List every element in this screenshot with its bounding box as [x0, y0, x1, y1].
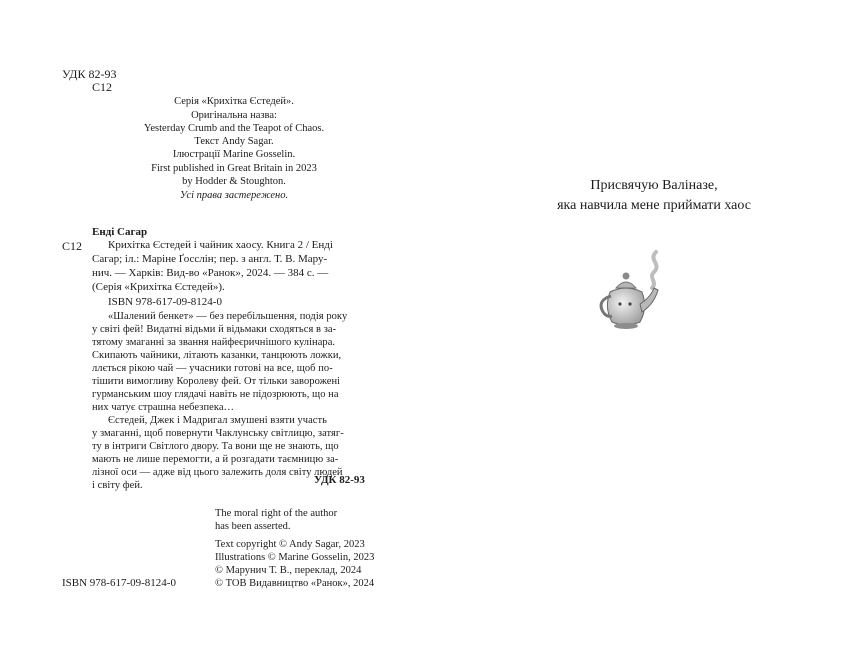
udk-bottom: УДК 82-93 — [314, 474, 365, 486]
first-published-1: First published in Great Britain in 2023 — [151, 163, 317, 174]
annotation-line: «Шалений бенкет» — без перебільшення, подія року — [108, 311, 348, 322]
annotation-line: гурманським шоу глядачі навіть не підозрюють, що на — [92, 389, 339, 400]
copyright-line: © ТОВ Видавництво «Ранок», 2024 — [215, 578, 375, 589]
original-title: Yesterday Crumb and the Teapot of Chaos. — [143, 123, 325, 134]
annotation-line: Скипають чайники, літають казанки, танцюють ложки, — [92, 350, 342, 361]
annotation-line: тішити вимогливу Королеву фей. От тільки заворожені — [92, 376, 341, 387]
teapot-icon — [596, 248, 668, 336]
author-heading: Енді Сагар — [92, 226, 148, 238]
annotation-line: ту в інтриги Світлого двору. Та вони ще не знають, що — [92, 441, 339, 452]
isbn-line: ISBN 978-617-09-8124-0 — [108, 296, 222, 308]
annotation-line: у світі фей! Видатні відьми й відьмаки сходяться в за- — [92, 324, 337, 335]
series-line: Серія «Крихітка Єстедей». — [174, 96, 294, 107]
dedication-line-2: яка навчила мене приймати хаос — [557, 198, 751, 213]
first-published-2: by Hodder & Stoughton. — [182, 176, 286, 187]
copyright-line: Illustrations © Marine Gosselin, 2023 — [215, 552, 375, 563]
isbn-bottom: ISBN 978-617-09-8124-0 — [62, 577, 176, 589]
moral-right-2: has been asserted. — [215, 521, 291, 532]
copyright-line: © Марунич Т. В., переклад, 2024 — [215, 565, 362, 576]
annotation-line: тятому змаганні за звання найфеєричнішого кулінара. — [92, 337, 336, 348]
udk-top: УДК 82-93 — [62, 67, 117, 81]
catalog-line: Крихітка Єстедей і чайник хаосу. Книга 2 / Енді — [108, 239, 333, 251]
catalog-line: (Серія «Крихітка Єстедей»). — [92, 281, 225, 293]
dedication-line-1: Присвячую Валіназе, — [590, 178, 718, 193]
annotation-line: і світу фей. — [92, 480, 143, 491]
annotation-line: них чатує страшна небезпека… — [92, 402, 235, 413]
annotation-line: у змаганні, щоб повернути Чаклунську світлицю, затяг- — [92, 428, 344, 439]
annotation-line: ллється рікою чай — учасники готові на все, щоб по- — [92, 363, 333, 374]
hyphen-fragment: ну- — [92, 498, 94, 499]
code-top: С12 — [92, 80, 113, 94]
annotation-line: Єстедей, Джек і Мадригал змушені взяти участь — [108, 415, 327, 426]
illustrations-credit: Ілюстрації Marine Gosselin. — [172, 149, 296, 160]
annotation-line: лізної оси — адже від цього залежить доля світу людей — [92, 467, 343, 478]
catalog-line: Сагар; іл.: Маріне Ґосслін; пер. з англ. Т. В. Мару- — [92, 253, 328, 265]
catalog-line: нич. — Харків: Вид-во «Ранок», 2024. — 384 с. — — [92, 267, 329, 279]
code-catalog: С12 — [62, 239, 83, 253]
copyright-line: Text copyright © Andy Sagar, 2023 — [215, 539, 365, 550]
original-title-label: Оригінальна назва: — [191, 110, 277, 121]
text-credit: Текст Andy Sagar. — [194, 136, 274, 147]
moral-right-1: The moral right of the author — [215, 508, 338, 519]
annotation-line: мають не лише перемогти, а й розгадати таємницю за- — [92, 454, 339, 465]
rights-reserved: Усі права застережено. — [179, 190, 289, 201]
